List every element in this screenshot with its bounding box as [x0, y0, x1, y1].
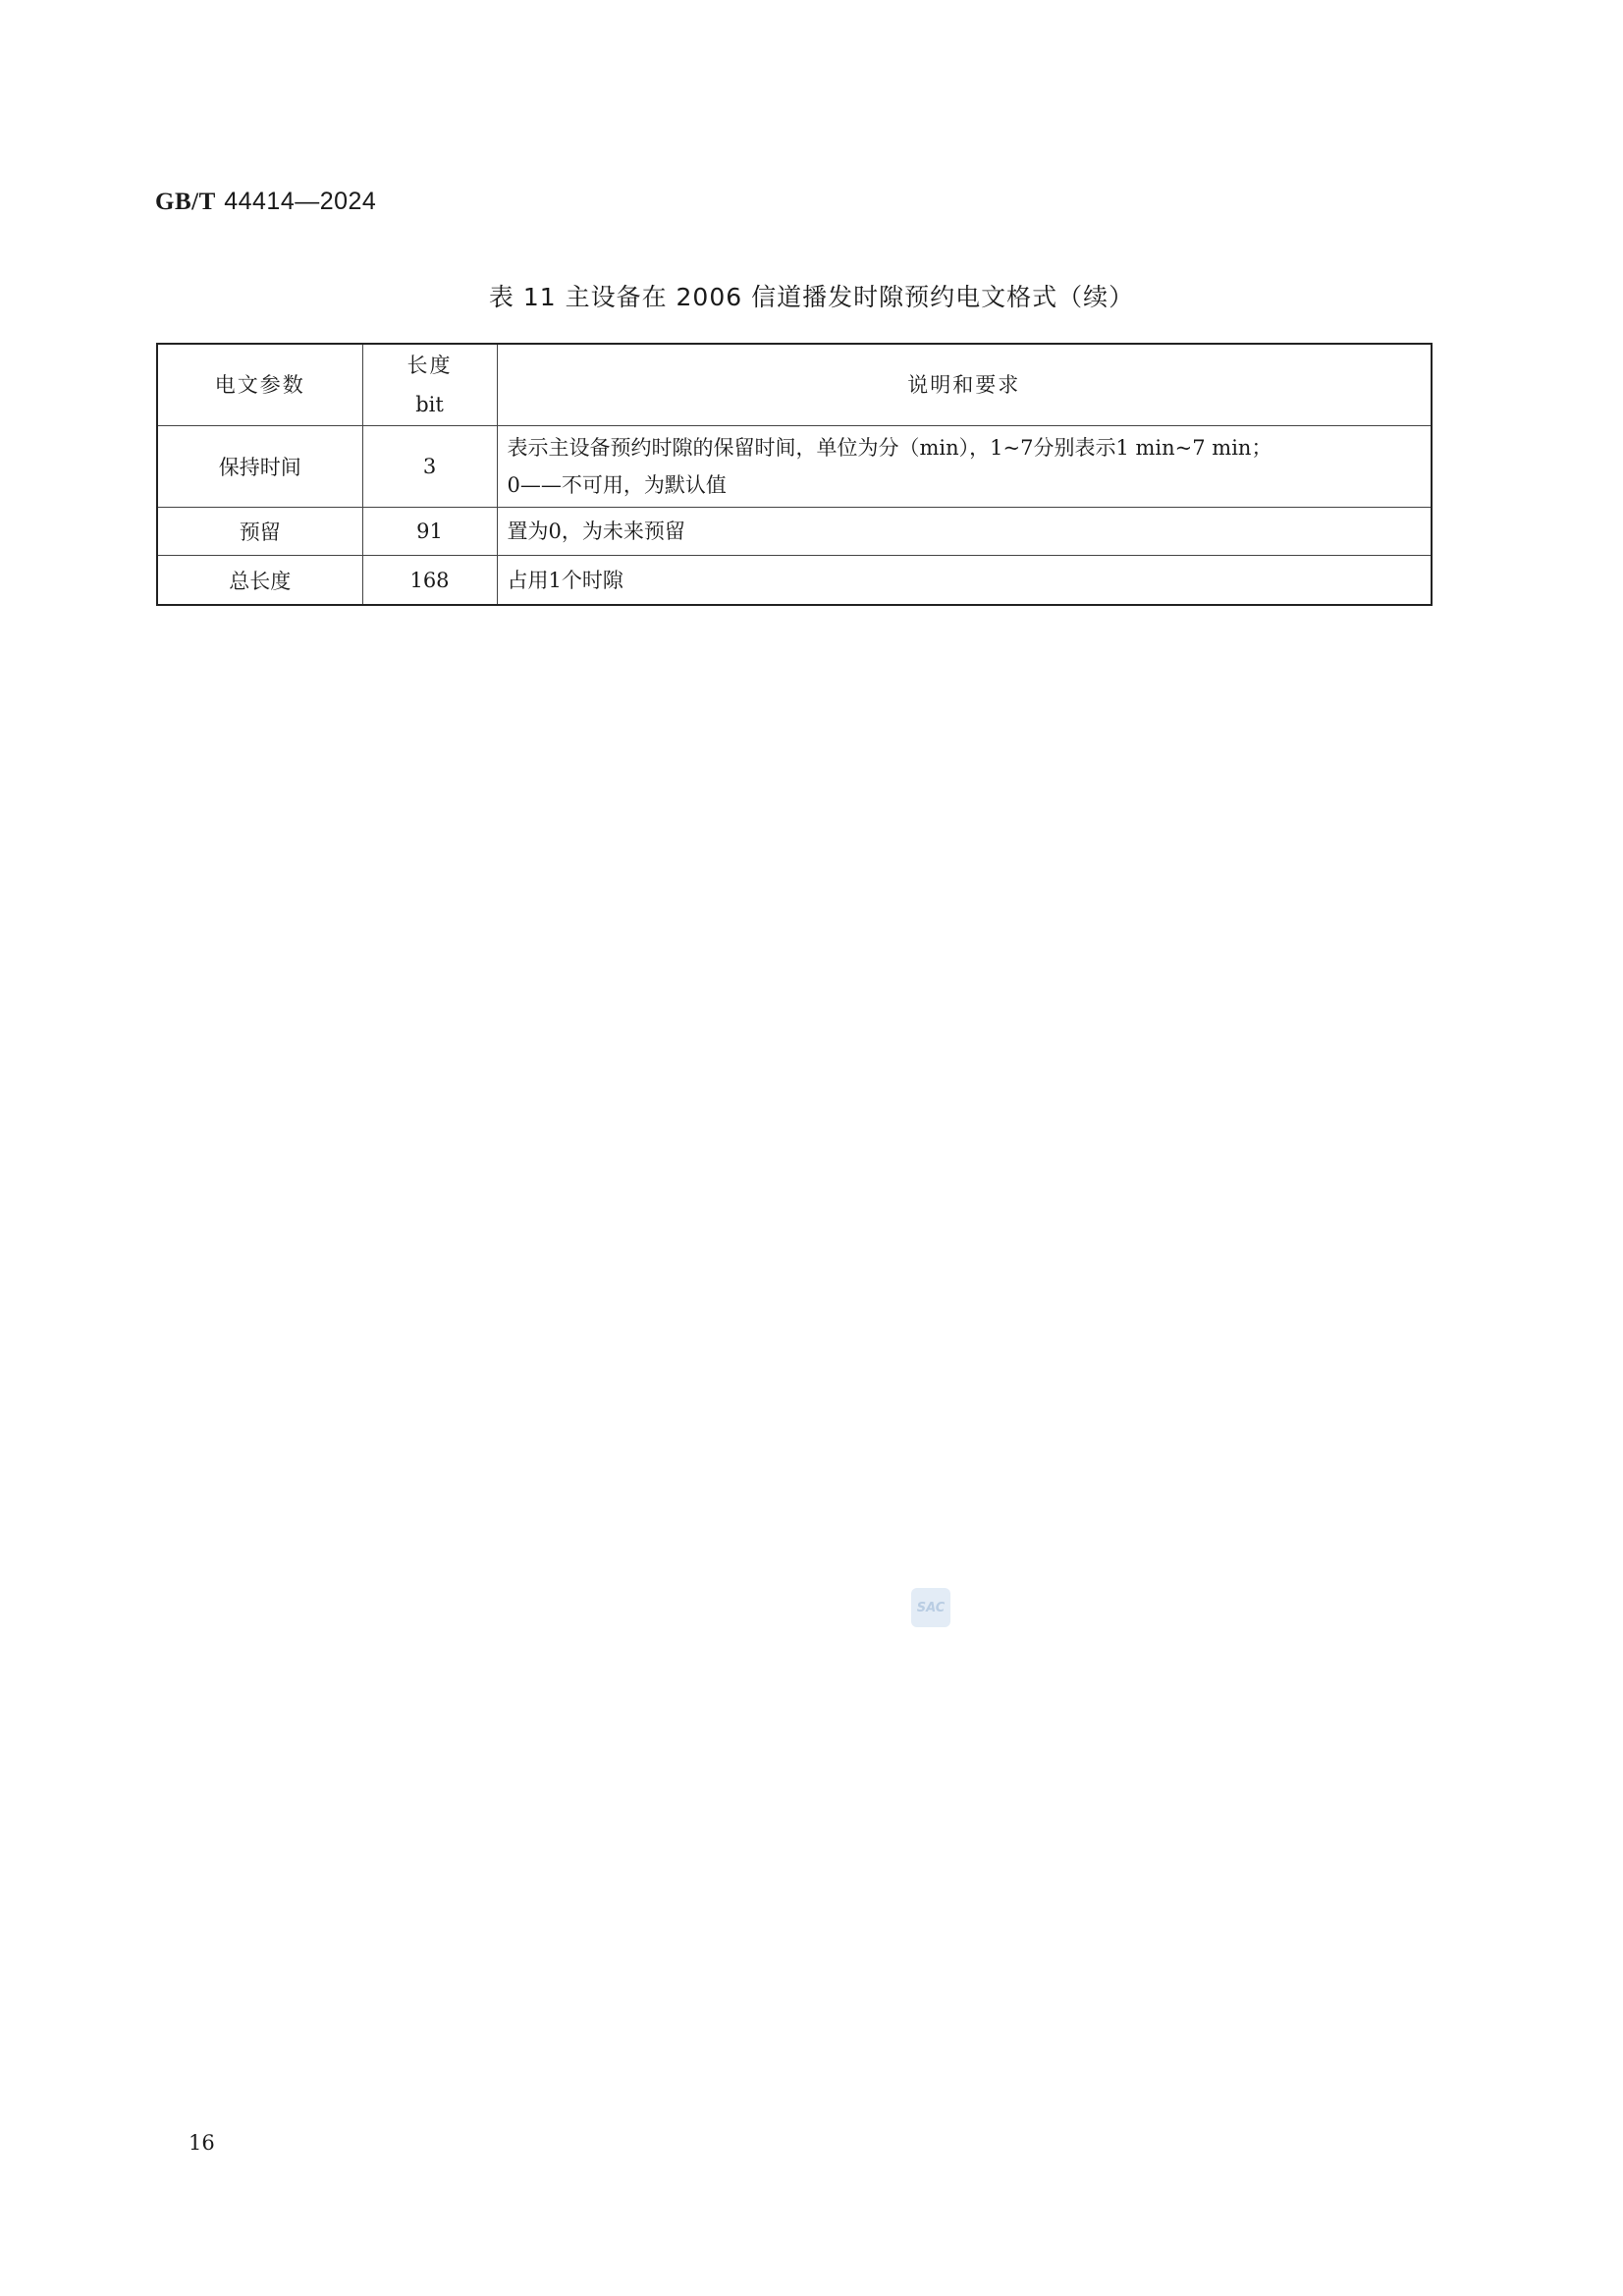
watermark-text: SAC: [916, 1600, 946, 1615]
cell-desc: [497, 426, 1432, 508]
cell-desc: 置为0，为未来预留: [497, 508, 1432, 556]
column-header-length: [362, 344, 497, 426]
cell-param: 预留: [157, 508, 362, 556]
cell-length: 91: [362, 508, 497, 556]
table-row: [157, 508, 1432, 556]
table-row: [157, 426, 1432, 508]
cell-desc-line: 表示主设备预约时隙的保留时间，单位为分（min），1~7分别表示1 min~7 min；: [507, 436, 1272, 460]
page-number: 16: [189, 2131, 215, 2155]
cell-param: 总长度: [157, 556, 362, 606]
table-header-row: [157, 344, 1432, 426]
standard-code: [155, 187, 376, 216]
standard-prefix: GB/T: [155, 189, 216, 215]
column-header-desc: 说明和要求: [497, 344, 1432, 426]
table-row: [157, 556, 1432, 606]
cell-length: 168: [362, 556, 497, 606]
table-title: 表 11 主设备在 2006 信道播发时隙预约电文格式（续）: [488, 283, 1135, 311]
column-header-length-label: 长度: [406, 354, 453, 377]
message-format-table: [156, 343, 1433, 606]
column-header-length-unit: bit: [415, 393, 444, 416]
cell-desc: 占用1个时隙: [497, 556, 1432, 606]
cell-length: 3: [362, 426, 497, 508]
sac-logo-icon: [911, 1588, 950, 1627]
cell-desc-line: 0——不可用，为默认值: [507, 473, 727, 497]
cell-param: 保持时间: [157, 426, 362, 508]
standard-number: 44414—2024: [224, 188, 377, 215]
column-header-param: 电文参数: [157, 344, 362, 426]
